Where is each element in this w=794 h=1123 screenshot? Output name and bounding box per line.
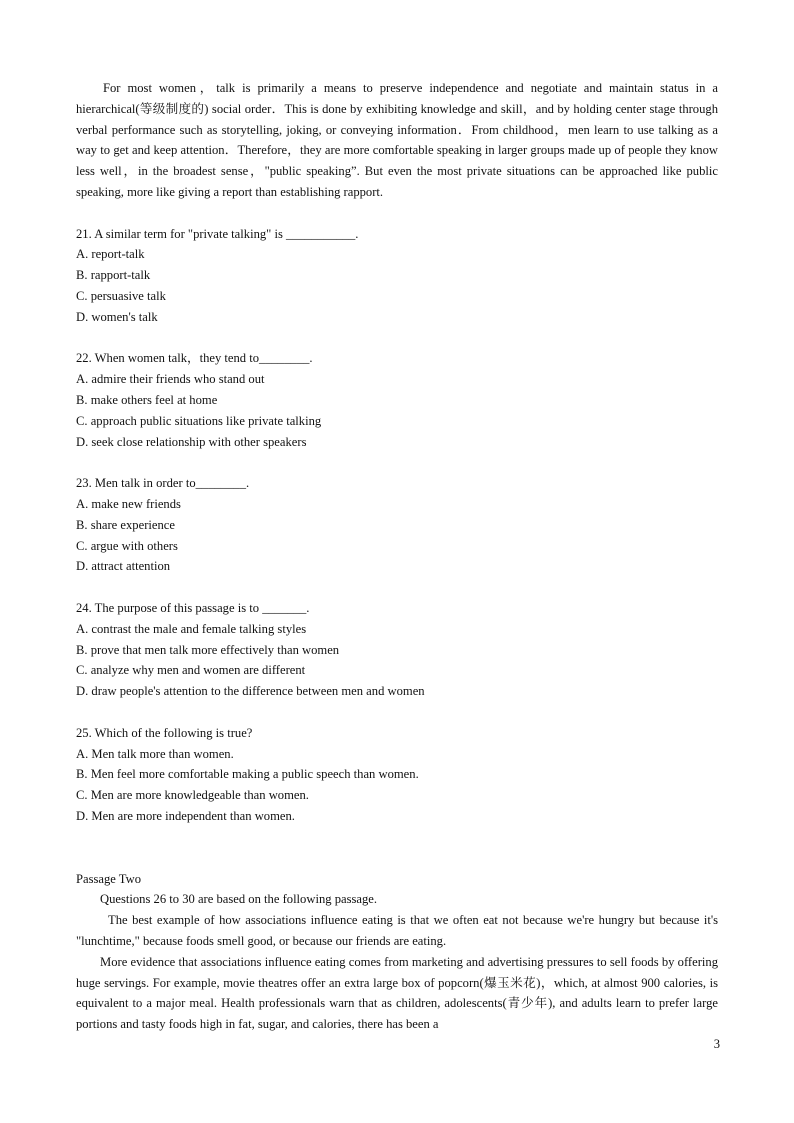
option-c: C. argue with others [76,538,178,553]
passage-two-paragraph-2: More evidence that associations influence eating comes from marketing and advertising pressures to sell foods by offering huge servings. For example, movie theatres offer an extra large box of popcorn(爆玉米花)，which, at almost 900 calories, is equivalent to a major meal. Health professionals warn that as children, adolescents(青少年), and adults learn to prefer large portions and tasty foods high in fat, sugar, and calories, there has been a [76,954,718,1032]
option-c: C. approach public situations like private talking [76,413,322,428]
option-b: B. share experience [76,517,175,532]
question-24 [76,598,718,702]
option-d: D. seek close relationship with other speakers [76,434,307,449]
option-b: B. prove that men talk more effectively than women [76,642,340,657]
question-25 [76,723,718,827]
option-d: D. attract attention [76,559,171,574]
question-21 [76,224,718,328]
question-stem: 24. The purpose of this passage is to _______. [76,600,310,615]
option-a: A. make new friends [76,496,181,511]
option-a: A. admire their friends who stand out [76,372,265,387]
question-stem: 25. Which of the following is true? [76,725,253,740]
document-page [76,78,718,1035]
option-a: A. Men talk more than women. [76,746,234,761]
question-22 [76,348,718,452]
option-c: C. persuasive talk [76,288,166,303]
section-spacer [76,827,718,869]
option-b: B. make others feel at home [76,392,218,407]
passage-two-paragraph-1: The best example of how associations influence eating is that we often eat not because we're hungry but because it's "lunchtime," because foods smell good, or because our friends are eating. [76,913,718,949]
passage-one-paragraph: For most women，talk is primarily a means to preserve independence and negotiate and maintain status in a hierarchical(等级制度的) social order．This is done by exhibiting knowledge and skill，and by holding center stage through verbal performance such as storytelling, joking, or conveying information．From childhood，men learn to use talking as a way to get and keep attention．Therefore，they are more comfortable speaking in larger groups made up of people they know less well，in the broadest sense，"public speaking”. But even the most private situations can be approached like public speaking, more like giving a report than establishing rapport. [76,81,718,199]
option-d: D. women's talk [76,309,158,324]
passage-two-instruction: Questions 26 to 30 are based on the following passage. [100,892,378,907]
option-a: A. report-talk [76,247,145,262]
question-stem: 22. When women talk，they tend to________. [76,351,313,366]
option-a: A. contrast the male and female talking styles [76,621,307,636]
page-number: 3 [713,1037,720,1051]
option-c: C. Men are more knowledgeable than women. [76,788,309,803]
question-stem: 23. Men talk in order to________. [76,476,250,491]
question-stem: 21. A similar term for "private talking" is ___________. [76,226,359,241]
question-23 [76,473,718,577]
option-c: C. analyze why men and women are different [76,663,306,678]
option-d: D. Men are more independent than women. [76,808,295,823]
option-b: B. rapport-talk [76,268,151,283]
option-d: D. draw people's attention to the difference between men and women [76,684,425,699]
option-b: B. Men feel more comfortable making a public speech than women. [76,767,419,782]
passage-two-heading: Passage Two [76,871,141,886]
